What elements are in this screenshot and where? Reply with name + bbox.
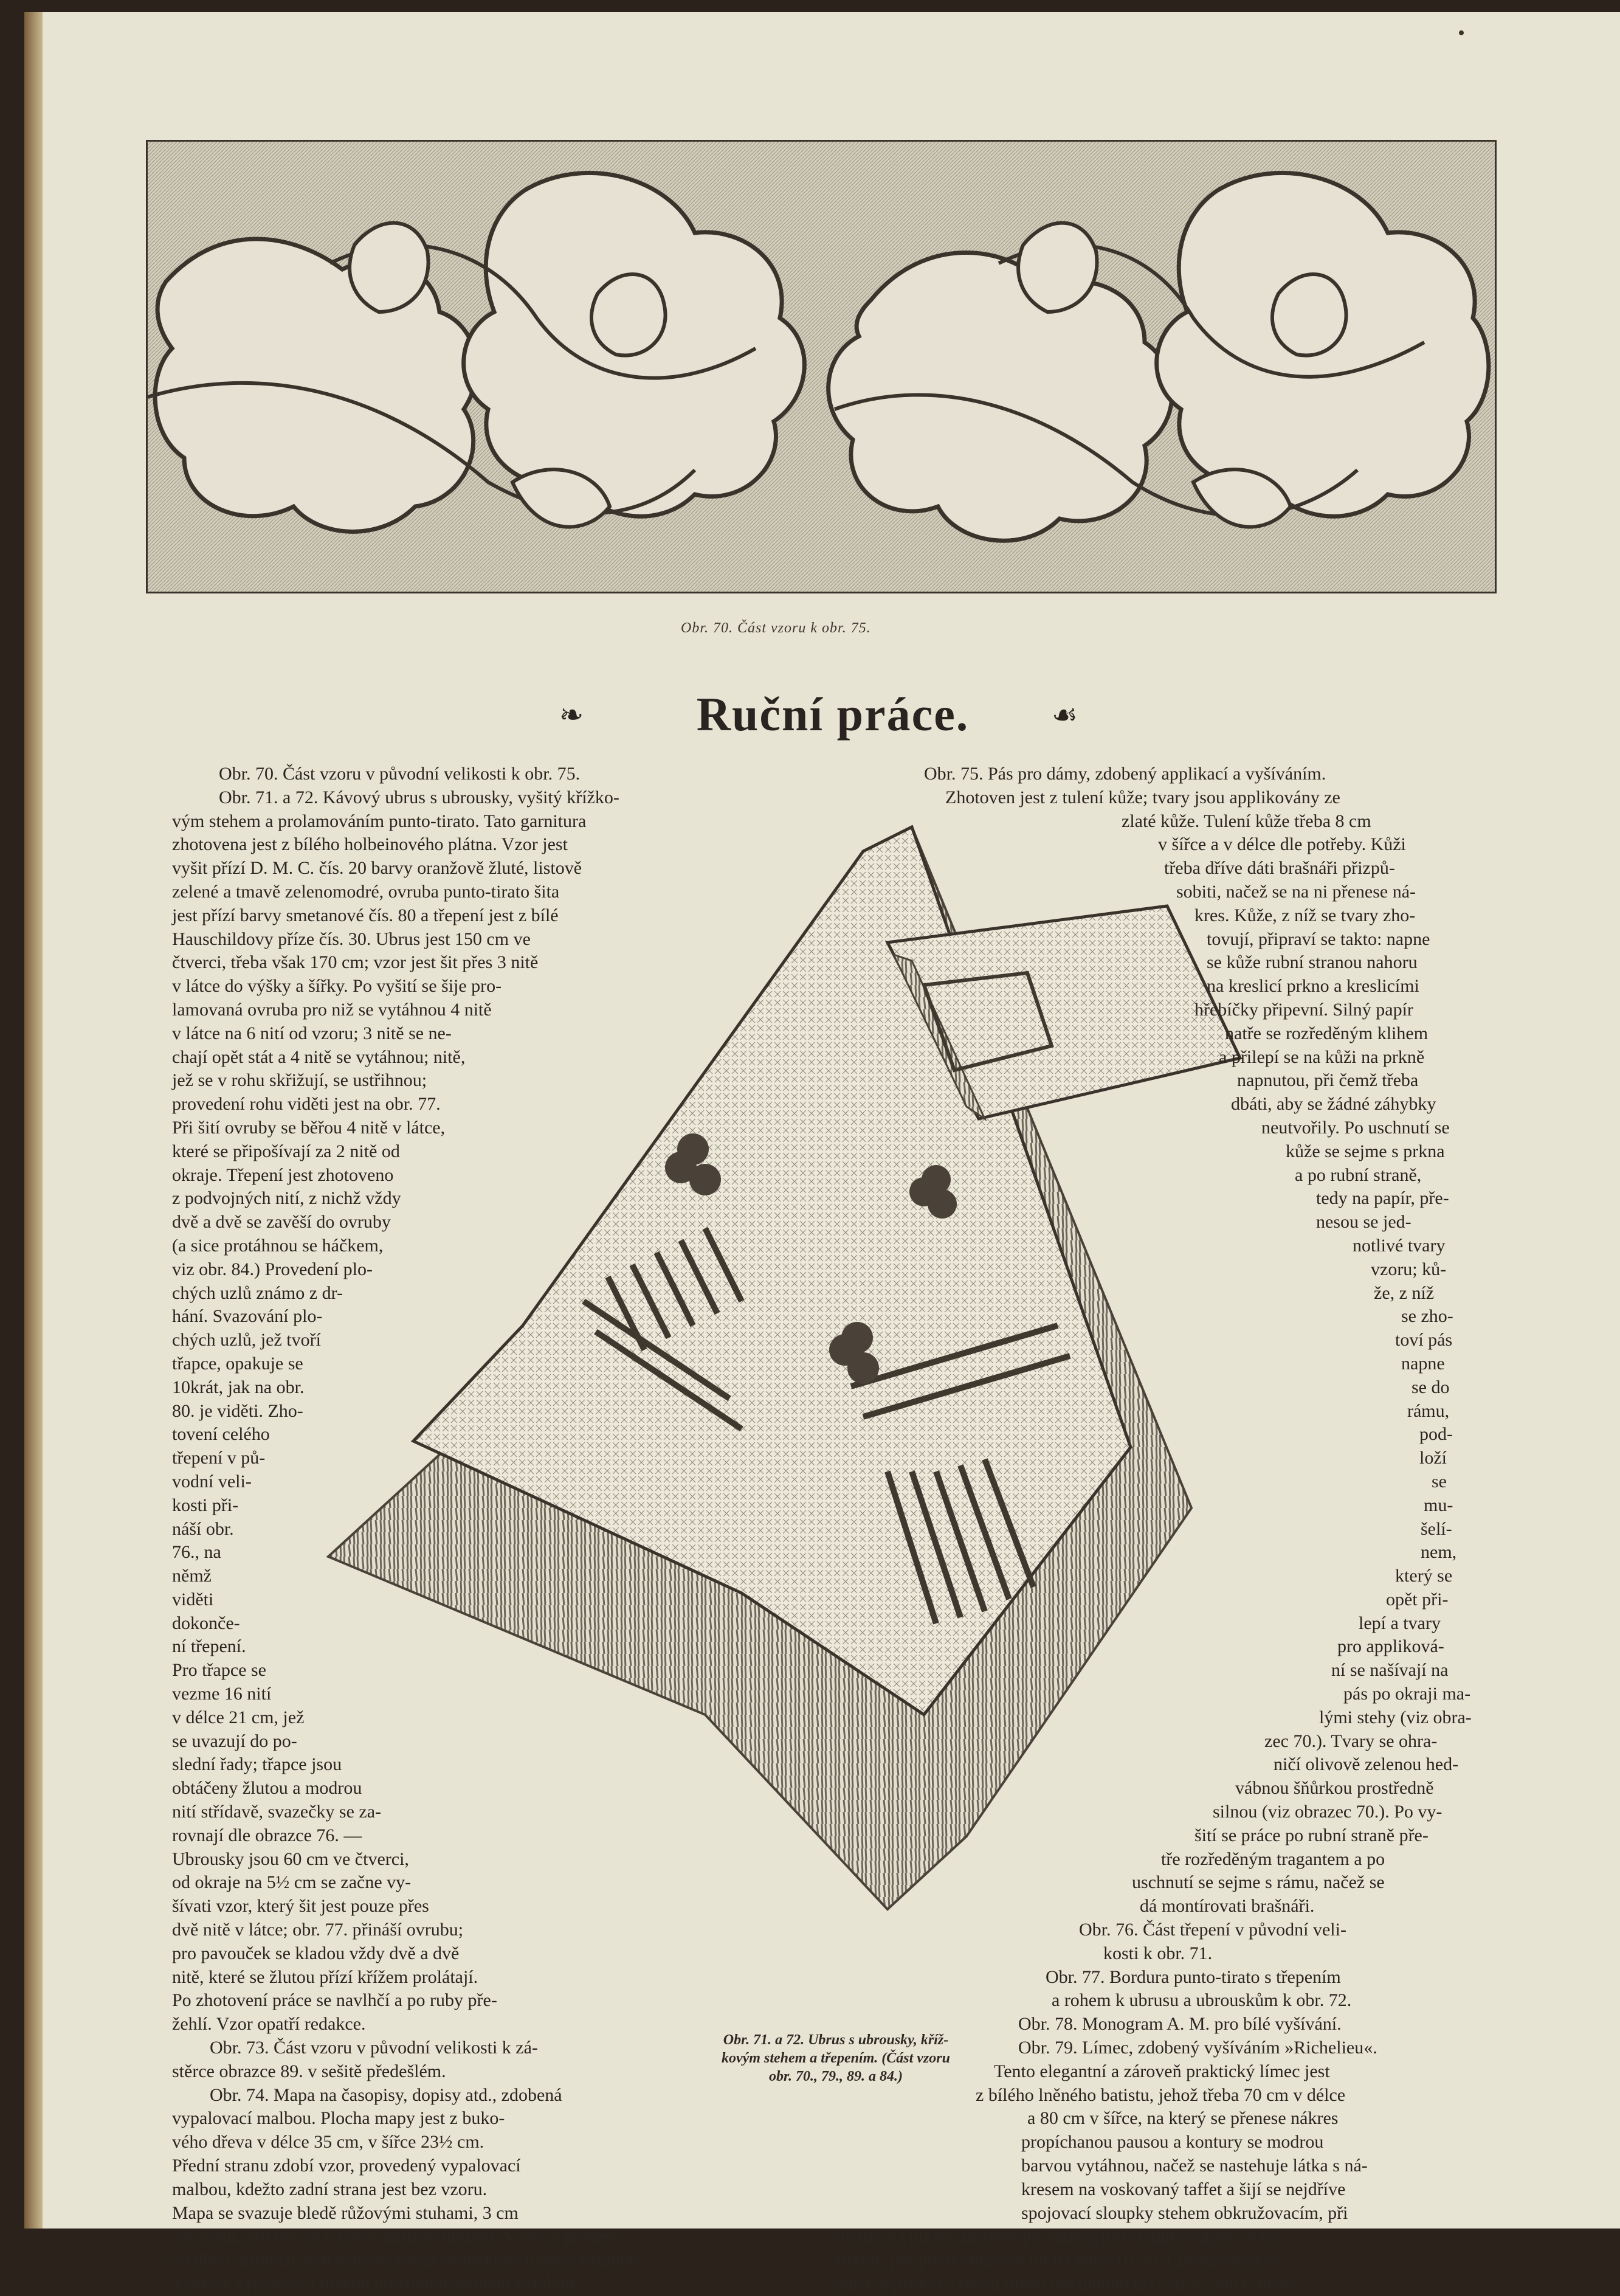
text-line: němž — [172, 1566, 212, 1586]
text-line: neutvořily. Po uschnutí se — [1261, 1117, 1450, 1138]
text-line: který se — [1395, 1566, 1453, 1586]
text-line: barvou vytáhnou, načež se nastehuje látka s ná- — [1021, 2156, 1368, 2176]
text-line: 80. je viděti. Zho- — [172, 1400, 303, 1421]
text-line: slední řady; třapce jsou — [172, 1754, 342, 1775]
text-line: zelené a tmavě zelenomodré, ovruba punto-tirato šita — [172, 881, 560, 902]
text-line: Ubrousky jsou 60 cm ve čtverci, — [172, 1848, 409, 1869]
text-line: v šířce a v délce dle potřeby. Kůži — [1158, 834, 1406, 855]
text-line: z bílého lněného batistu, jehož třeba 70 cm v délce — [976, 2084, 1346, 2105]
text-line: vodní veli- — [172, 1471, 252, 1492]
text-line: ní se našívají na — [1331, 1660, 1449, 1681]
text-line: tovují, připraví se takto: napne — [1207, 928, 1430, 949]
text-line: na dřevo propíchanou pausou, načež se měkkou tužkou vytáhne — [172, 2250, 638, 2270]
text-line: šelí- — [1421, 1518, 1452, 1539]
text-line: 10krát, jak na obr. — [172, 1377, 305, 1397]
text-line: rovnají dle obrazce 76. — — [172, 1825, 362, 1845]
text-line: kosti k obr. 71. — [1103, 1943, 1213, 1963]
text-line: jest přízí barvy smetanové čís. 80 a třepení jest z bílé — [172, 905, 559, 925]
text-line: dá montírovati brašnáři. — [1140, 1896, 1315, 1917]
text-line: pro pavouček se kladou vždy dvě a dvě — [172, 1943, 460, 1963]
text-line: vého dřeva v délce 35 cm, v šířce 23½ cm. — [172, 2132, 484, 2152]
heading-ornament-right: ☙ — [1052, 699, 1078, 731]
text-line: Mapa se svazuje bledě růžovými stuhami, 3 cm — [172, 2202, 519, 2223]
text-line: silnou (viz obrazec 70.). Po vy- — [1213, 1802, 1442, 1822]
text-line: obtáčeny žlutou a modrou — [172, 1778, 362, 1799]
text-line: v látce na 6 nití od vzoru; 3 nitě se ne- — [172, 1023, 452, 1043]
text-line: kůže se sejme s prkna — [1286, 1141, 1445, 1161]
leaf-border-drawing — [148, 142, 1495, 592]
text-line: Po zhotovení práce se navlhčí a po ruby pře- — [172, 1990, 497, 2011]
text-line: dokonče- — [172, 1613, 240, 1633]
text-line: opět při- — [1386, 1589, 1449, 1610]
text-line: nichž se i pikoty zároveň provádějí; pro sloupky napne se nit — [836, 2226, 1280, 2247]
text-line: dbáti, aby se žádné záhybky — [1231, 1094, 1436, 1115]
text-line: mu- — [1424, 1495, 1453, 1515]
page-dot — [1459, 30, 1464, 35]
text-line: se — [1432, 1471, 1447, 1492]
text-line: viděti — [172, 1589, 214, 1610]
text-line: a rohem k ubrusu a ubrouskům k obr. 72. — [1052, 1990, 1352, 2011]
text-line: Obr. 70. Část vzoru v původní velikosti k obr. 75. — [219, 764, 581, 784]
text-line: malbou, kdežto zadní strana jest bez vzoru. — [172, 2179, 488, 2199]
text-line: dvě a dvě se zavěší do ovruby — [172, 1212, 391, 1233]
text-line: stěrce obrazce 89. v sešitě předešlém. — [172, 2061, 446, 2081]
text-line: Při šití ovruby se běřou 4 nitě v látce, — [172, 1117, 446, 1138]
text-line: Hauschildovy příze čís. 30. Ubrus jest 150 cm ve — [172, 928, 531, 949]
text-line: chých uzlů známo z dr- — [172, 1282, 343, 1303]
text-line: se uvazují do po- — [172, 1731, 297, 1751]
text-line: se kůže rubní stranou nahoru — [1207, 952, 1418, 973]
text-line: napnutou, při čemž třeba — [1237, 1070, 1419, 1091]
text-line: rámu, — [1407, 1400, 1450, 1421]
text-line: hřebíčky připevní. Silný papír — [1194, 999, 1413, 1020]
text-line: a přilepí se na kůži na prkně — [1219, 1046, 1425, 1067]
text-line: a po rubní straně, — [1295, 1164, 1422, 1185]
text-line: loží — [1419, 1448, 1447, 1468]
book-spine — [24, 12, 43, 2229]
text-line: viz obr. 84.) Provedení plo- — [172, 1259, 373, 1279]
text-line: a 80 cm v šířce, na který se přenese nákres — [1027, 2108, 1339, 2129]
text-line: lepí a tvary — [1359, 1613, 1441, 1633]
text-line: Obr. 77. Bordura punto-tirato s třepením — [1046, 1966, 1341, 1987]
text-line: třikrát, pro pikot obtáčí se nit na jehle 10- až 12krát, načež se — [836, 2250, 1282, 2270]
right-column-text — [836, 762, 1526, 2296]
text-line: jež se v rohu skřižují, se ustřihnou; — [172, 1070, 427, 1091]
text-line: kosti při- — [172, 1495, 239, 1515]
text-line: vezme 16 nití — [172, 1684, 272, 1704]
caption-line: kovým stehem a třepením. (Část vzoru — [722, 2050, 950, 2066]
text-line: v látce do výšky a šířky. Po vyšití se šije pro- — [172, 976, 502, 997]
heading-ornament-left: ❧ — [559, 699, 584, 731]
text-line: Obr. 79. Límec, zdobený vyšíváním »Richelieu«. — [1018, 2038, 1377, 2058]
text-line: spojovací sloupky stehem obkružovacím, při — [1021, 2202, 1348, 2223]
text-line: zlaté kůže. Tulení kůže třeba 8 cm — [1122, 811, 1371, 831]
text-line: vypalovací malbou. Plocha mapy jest z buko- — [172, 2108, 505, 2129]
text-line: na kreslicí prkno a kreslicími — [1207, 976, 1419, 997]
section-heading: Ruční práce. — [696, 688, 970, 741]
text-line: Zhotoven jest z tulení kůže; tvary jsou applikovány ze — [945, 787, 1340, 807]
magazine-page — [24, 12, 1620, 2294]
text-line: pod- — [1419, 1424, 1453, 1445]
text-line: hání. Svazování plo- — [172, 1306, 323, 1327]
caption-line: obr. 70., 79., 89. a 84.) — [768, 2069, 903, 2084]
text-line: se do — [1411, 1377, 1450, 1397]
text-line: vzoru; ků- — [1371, 1259, 1447, 1279]
text-line: nití střídavě, svazečky se za- — [172, 1802, 382, 1822]
text-line: širokými, pro něž se v dřevě nafízne mezera. Vzor se přenese — [172, 2226, 619, 2247]
text-line: třeba dříve dáti brašnáři přizpů- — [1164, 858, 1395, 879]
text-line: které se připošívají za 2 nitě od — [172, 1141, 400, 1161]
text-line: sobiti, načež se na ni přenese ná- — [1176, 881, 1416, 902]
left-column-text — [143, 762, 757, 2296]
text-line: od okraje na 5½ cm se začne vy- — [172, 1872, 412, 1893]
text-line: okraje. Třepení jest zhotoveno — [172, 1164, 394, 1185]
text-line: a pak se vypalovací tužkou prostředně jemnou vytahuje. — [172, 2274, 582, 2294]
text-line: tovení celého — [172, 1424, 270, 1445]
text-line: napne — [1401, 1353, 1445, 1374]
text-line: Tento elegantní a zároveň praktický límec jest — [994, 2061, 1330, 2081]
text-line: ničí olivově zelenou hed- — [1274, 1754, 1459, 1775]
text-line: zhotovena jest z bílého holbeinového plátna. Vzor jest — [172, 834, 568, 855]
text-line: Pro třapce se — [172, 1660, 266, 1681]
text-line: Obr. 71. a 72. Kávový ubrus s ubrousky, vyšitý křížko- — [219, 787, 619, 807]
text-line: šití se práce po rubní straně pře- — [1194, 1825, 1429, 1845]
text-line: Přední stranu zdobí vzor, provedený vypalovací — [172, 2156, 521, 2176]
text-line: chých uzlů, jež tvoří — [172, 1330, 321, 1350]
text-line: vábnou šňůrkou prostředně — [1235, 1778, 1434, 1799]
text-line: třapce, opakuje se — [172, 1353, 303, 1374]
text-line: dvě nitě v látce; obr. 77. přináší ovrubu; — [172, 1920, 464, 1940]
text-line: tře rozředěným tragantem a po — [1161, 1848, 1385, 1869]
text-line: propíchanou pausou a kontury se modrou — [1021, 2132, 1324, 2152]
leaf-border-illustration — [146, 140, 1497, 593]
text-line: Obr. 76. Část třepení v původní veli- — [1079, 1920, 1346, 1940]
text-line: z podvojných nití, z nichž vždy — [172, 1188, 401, 1209]
text-line: toví pás — [1395, 1330, 1453, 1350]
text-line: vým stehem a prolamováním punto-tirato. Tato garnitura — [172, 811, 587, 831]
text-line: se zho- — [1401, 1306, 1453, 1327]
text-line: lými stehy (viz obra- — [1319, 1707, 1472, 1727]
text-line: pás po okraji ma- — [1343, 1684, 1471, 1704]
text-line: palcem přidrží a levou rukou tak dlouho drží, až se jehla skrze — [836, 2274, 1290, 2294]
text-line: žehlí. Vzor opatří redakce. — [172, 2014, 366, 2035]
text-line: notlivé tvary — [1353, 1235, 1446, 1256]
text-line: ní třepení. — [172, 1636, 246, 1657]
text-line: vyšit přízí D. M. C. čís. 20 barvy oranžově žluté, listově — [172, 858, 582, 879]
text-line: Obr. 74. Mapa na časopisy, dopisy atd., zdobená — [210, 2084, 562, 2105]
text-line: nem, — [1421, 1542, 1457, 1563]
text-line: Obr. 75. Pás pro dámy, zdobený applikací a vyšíváním. — [924, 764, 1326, 784]
text-line: chají opět stát a 4 nitě se vytáhnou; nitě, — [172, 1046, 466, 1067]
text-line: (a sice protáhnou se háčkem, — [172, 1235, 384, 1256]
text-line: Obr. 73. Část vzoru v původní velikosti k zá- — [210, 2038, 538, 2058]
text-line: lamovaná ovruba pro niž se vytáhnou 4 nitě — [172, 999, 492, 1020]
text-line: třepení v pů- — [172, 1448, 266, 1468]
text-line: Obr. 78. Monogram A. M. pro bílé vyšívání. — [1018, 2014, 1342, 2035]
text-line: uschnutí se sejme s rámu, načež se — [1132, 1872, 1385, 1893]
text-line: náší obr. — [172, 1518, 234, 1539]
text-line: kres. Kůže, z níž se tvary zho- — [1194, 905, 1416, 925]
text-line: čtverci, třeba však 170 cm; vzor jest šit přes 3 nitě — [172, 952, 539, 973]
text-line: šívati vzor, který šit jest pouze přes — [172, 1896, 429, 1917]
text-line: provedení rohu viděti jest na obr. 77. — [172, 1094, 441, 1115]
text-line: tedy na papír, pře- — [1316, 1188, 1449, 1209]
caption-line: Obr. 71. a 72. Ubrus s ubrousky, kříž- — [723, 2032, 949, 2048]
text-line: v délce 21 cm, jež — [172, 1707, 305, 1727]
text-line: nitě, které se žlutou přízí křížem prolátají. — [172, 1966, 478, 1987]
text-line: natře se rozředěným klihem — [1225, 1023, 1429, 1043]
text-line: kresem na voskovaný taffet a šijí se nejdříve — [1021, 2179, 1346, 2199]
text-line: nesou se jed- — [1316, 1212, 1411, 1233]
figure-70-caption: Obr. 70. Část vzoru k obr. 75. — [681, 620, 871, 636]
text-line: zec 70.). Tvary se ohra- — [1264, 1731, 1438, 1751]
text-line: že, z níž — [1374, 1282, 1435, 1303]
text-line: 76., na — [172, 1542, 221, 1563]
text-line: pro appliková- — [1337, 1636, 1444, 1657]
